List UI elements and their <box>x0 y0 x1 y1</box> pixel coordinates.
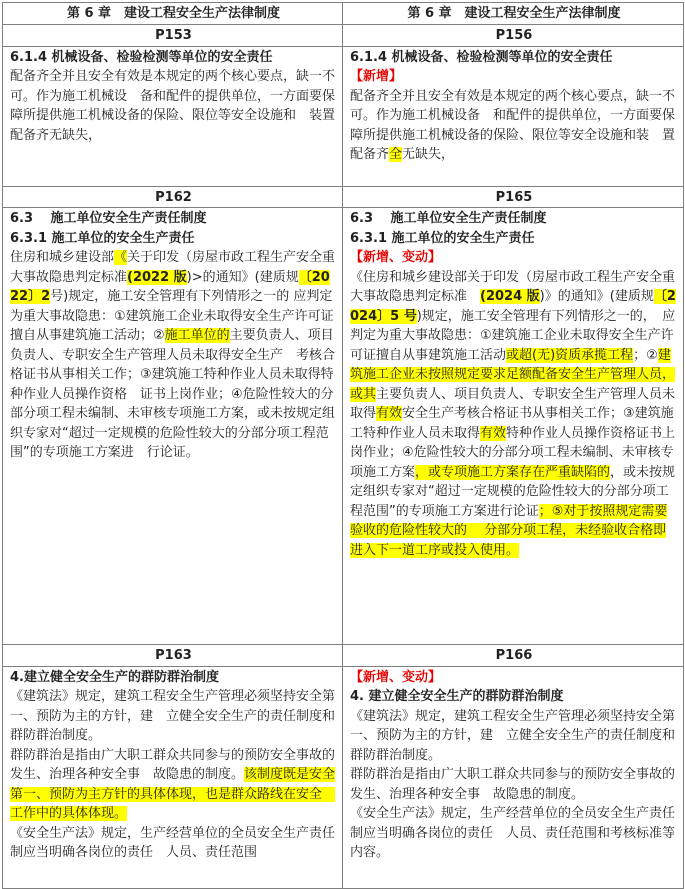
cell-old-p162 <box>3 208 343 645</box>
text: 号)规定，施工安全管理有下列情形之一的 应判定为重大事故隐患：①建筑施工企业未取得安全生产许可证擅自从事建筑施工活动；② <box>10 289 334 343</box>
paragraph: 《安全生产法》规定，生产经营单位的全员安全生产责任制应当明确各岗位的责任 人员、责任范围 <box>10 825 336 860</box>
paragraph: 《安全生产法》规定，生产经营单位的全员安全生产责任制应当明确各岗位的责任 人员、责任范围和考核标准等内容。 <box>350 806 676 860</box>
header-row <box>3 3 684 25</box>
paragraph <box>10 248 337 463</box>
highlight: 该制度既是安全第一、预防为主方针的具体体现，也是群众路线在安全 工作中的具体体现。 <box>10 767 336 821</box>
page-label-right: P165 <box>343 186 684 208</box>
paragraph: 配备齐全并且安全有效是本规定的两个核心要点，缺一不可。作为施工机械设 备和配件的提供单位，一方面要保障所提供施工机械设备的保险、限位等安全设施和 装置配备齐无缺失， <box>10 69 336 143</box>
highlight: ，或专项施工方案存在严重缺陷的 <box>415 464 611 480</box>
section-heading: 4. 建立健全安全生产的群防群治制度 <box>350 689 564 704</box>
cell-new-p156 <box>343 46 684 186</box>
page-label-left: P153 <box>3 25 343 47</box>
paragraph <box>10 746 337 824</box>
paragraph: 《建筑法》规定，建筑工程安全生产管理必须坚持安全第一、预防为主的方针，建 立健全安全生产的责任制度和群防群治制度。 <box>350 708 676 763</box>
page-row-1 <box>3 25 684 47</box>
highlight: 有效 <box>480 425 507 441</box>
highlight: 〔2022〕2 <box>10 269 330 304</box>
paragraph: 《建筑法》规定，建筑工程安全生产管理必须坚持安全第一、预防为主的方针，建 立健全安全生产的责任制度和群防群治制度。 <box>10 689 336 743</box>
cell-old-p153 <box>3 46 343 186</box>
text: 安全生产考核合格证书从事相关工作；③建筑施工特种作业人员未取得 <box>350 406 674 441</box>
paragraph: 群防群治是指由广大职工群众共同参与的预防安全事故的发生、治理各种安全事 故隐患的制度。 <box>350 767 676 802</box>
content-row-2 <box>3 208 684 645</box>
section-heading: 6.1.4 机械设备、检验检测等单位的安全责任 <box>10 49 273 65</box>
cell-new-p166 <box>343 666 684 888</box>
text: ，或未按规定组织专家对“超过一定规模的危险性较大的分部分项工程范围”的专项施工方案进行论证 <box>350 464 676 519</box>
highlight: 有效 <box>376 406 403 421</box>
text: 特种作业人员操作资格证书上岗作业；④危险性较大的分部分项工程未编制、未审核专项施工方案 <box>350 425 676 480</box>
highlight: 〔2024〕5 号 <box>350 289 676 324</box>
cell-new-p165 <box>343 208 684 645</box>
highlight: (2022 版 <box>127 269 187 285</box>
header-right: 第 6 章 建设工程安全生产法律制度 <box>343 3 684 25</box>
text: )规定，施工安全管理有下列情形之一的， 应判定为重大事故隐患：①建筑施工企业未取得安全生产许可证擅自从事建筑施工活动 <box>350 308 676 363</box>
text: 关于印发（房屋市政工程生产安全重大事故隐患判定标准 <box>10 250 336 285</box>
content-row-3 <box>3 666 684 888</box>
highlight: 建筑施工企业未按照规定要求足额配备安全生产管理人员，或其 <box>350 347 676 402</box>
text: 主要负责人、项目负责人、专职安全生产管理人员未取得安全生产 考核合格证书从事相关工作；③建筑施工特种作业人员未取得特种作业人员操作资格 证书上岗作业；④危险性较大的分部分项工程未编制、未审核专项施工方案，或未按规定组织专家对“超过一定规模的危险性较大的分部分项工程范围”的专项施工方案进 行论证。 <box>10 328 336 460</box>
subsection-heading: 6.3.1 施工单位的安全生产责任 <box>10 230 195 246</box>
header-left: 第 6 章 建设工程安全生产法律制度 <box>3 3 343 25</box>
highlight: ；⑤对于按照规定需要验收的危险性较大的 分部分项工程，未经验收合格即进入下一道工序或投入使用。 <box>350 503 668 558</box>
page-row-2 <box>3 186 684 208</box>
change-tag: 【新增、变动】 <box>350 669 442 685</box>
highlight: 施工单位的 <box>164 328 230 343</box>
text: 群防群治是指由广大职工群众共同参与的预防安全事故的发生、治理各种安全事 故隐患的制度。 <box>10 747 336 782</box>
section-heading: 6.3 施工单位安全生产责任制度 <box>350 211 547 226</box>
page-label-left: P162 <box>3 186 343 208</box>
text: 主要负责人、项目负责人、专职安全生产管理人员未取得 <box>350 386 676 421</box>
text: 配备齐全并且安全有效是本规定的两个核心要点，缺一不可。作为施工机械设备 和配件的提供单位，一方面要保障所提供施工机械设备的保险、限位等安全设施和装 置配备齐 <box>350 88 676 162</box>
comparison-table <box>2 2 684 889</box>
page-label-right: P156 <box>343 25 684 47</box>
page-row-3 <box>3 645 684 667</box>
text: 《住房和城乡建设部关于印发（房屋市政工程生产安全重大事故隐患判定标准 <box>350 269 676 304</box>
content-row-1 <box>3 46 684 186</box>
section-heading: 4.建立健全安全生产的群防群治制度 <box>10 669 219 685</box>
section-heading: 6.1.4 机械设备、检验检测等单位的安全责任 <box>350 49 613 65</box>
text: )>的通知》(建质规 <box>186 269 299 285</box>
subsection-heading: 6.3.1 施工单位的安全生产责任 <box>350 230 535 246</box>
highlight: 或超(无)资质承揽工程 <box>506 347 634 363</box>
cell-old-p163 <box>3 666 343 888</box>
highlight: (2024 版 <box>480 289 540 304</box>
text: )》的通知》(建质规 <box>539 289 654 304</box>
text: 住房和城乡建设部 <box>10 250 115 265</box>
text: 无缺失， <box>402 147 455 162</box>
change-tag: 【新增、变动】 <box>350 250 442 265</box>
text: ；② <box>633 347 658 363</box>
page-label-right: P166 <box>343 645 684 667</box>
section-heading: 6.3 施工单位安全生产责任制度 <box>10 211 207 226</box>
highlight: 《 <box>114 250 128 265</box>
page-label-left: P163 <box>3 645 343 667</box>
highlight: 全 <box>389 147 403 162</box>
change-tag: 【新增】 <box>350 69 403 84</box>
paragraph <box>350 87 678 165</box>
paragraph <box>350 268 678 561</box>
